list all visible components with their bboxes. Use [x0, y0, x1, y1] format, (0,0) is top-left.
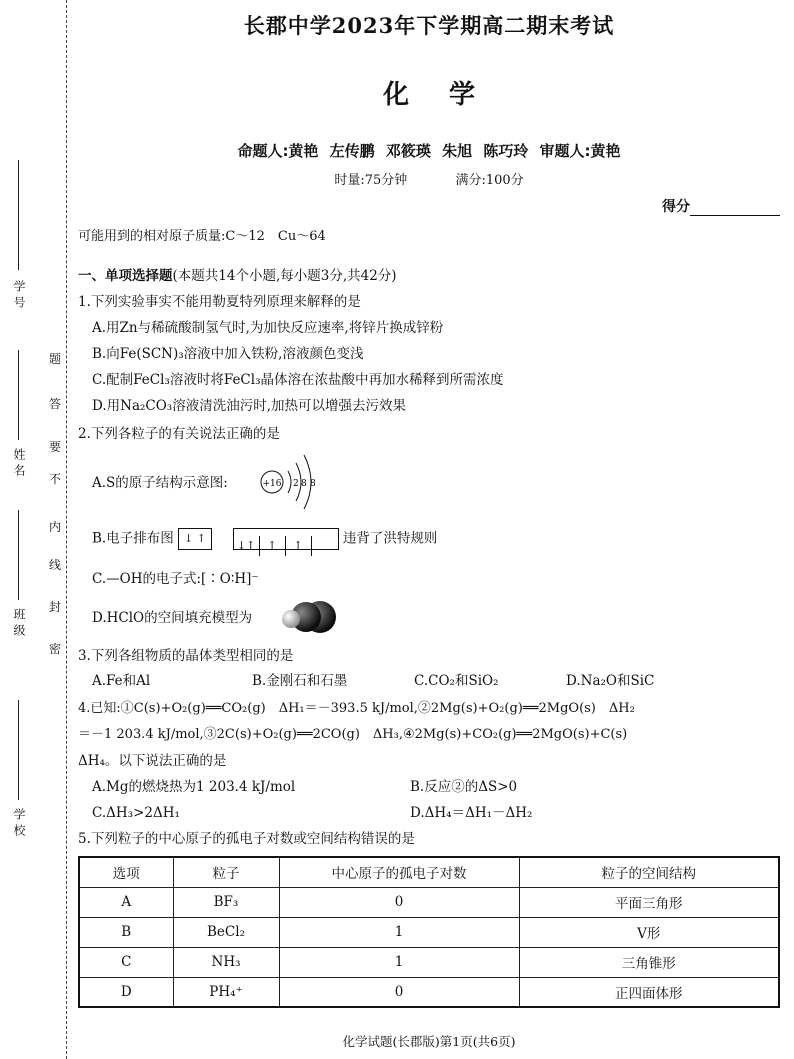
orbital-2p [233, 528, 339, 550]
q2-option-b-suffix: 违背了洪特规则 [342, 530, 438, 547]
id-underline [18, 160, 19, 270]
seal-char: 要 [48, 440, 61, 454]
q1-option-d: D.用Na₂CO₃溶液清洗油污时,加热可以增强去污效果 [92, 398, 407, 414]
q4-line1: 4.已知:①C(s)+O₂(g)══CO₂(g) ΔH₁＝－393.5 kJ/mol,②2Mg(s)+O₂(g)══2MgO(s) ΔH₂ [78, 701, 635, 716]
section-title: 一、单项选择题 [78, 268, 173, 284]
section-note: (本题共14个小题,每小题3分,共42分) [172, 268, 397, 284]
table-header: 粒子的空间结构 [519, 857, 779, 887]
seal-char: 不 [48, 472, 61, 486]
section-heading [78, 267, 397, 285]
q4-option-b: B.反应②的ΔS>0 [410, 779, 518, 795]
table-cell: 三角锥形 [519, 947, 779, 977]
q2-option-a-text: A.S的原子结构示意图: [92, 475, 228, 491]
score-label: 得分 [662, 199, 690, 215]
name-underline [18, 350, 19, 440]
q5-table [78, 856, 780, 1008]
id-label: 学 号 [12, 280, 26, 308]
q1-option-a: A.用Zn与稀硫酸制氢气时,为加快反应速率,将锌片换成锌粉 [92, 320, 444, 336]
q1-stem: 1.下列实验事实不能用勒夏特列原理来解释的是 [78, 294, 361, 310]
seal-char: 线 [48, 558, 61, 572]
table-row [79, 917, 779, 947]
q4-line3: ΔH₄。以下说法正确的是 [78, 753, 227, 769]
seal-char: 密 [48, 642, 61, 656]
school-label: 学 校 [12, 808, 26, 836]
table-cell: B [79, 917, 173, 947]
q2-option-a [92, 474, 228, 492]
shell-electrons: 8 [310, 479, 316, 489]
seal-char: 答 [48, 397, 61, 411]
class-underline [18, 510, 19, 600]
table-header: 选项 [79, 857, 173, 887]
table-row [79, 977, 779, 1007]
table-cell: A [79, 887, 173, 917]
table-header: 中心原子的孤电子对数 [279, 857, 519, 887]
table-cell: BeCl₂ [173, 917, 279, 947]
page-footer: 化学试题(长郡版)第1页(共6页) [342, 1034, 516, 1049]
q3-option-c: C.CO₂和SiO₂ [414, 673, 499, 689]
table-cell: 0 [279, 977, 519, 1007]
subject-title: 化学 [382, 80, 515, 110]
table-row [79, 887, 779, 917]
table-cell: 1 [279, 917, 519, 947]
table-cell: BF₃ [173, 887, 279, 917]
time-limit: 时量:75分钟 [334, 173, 408, 188]
q4-line2: ＝－1 203.4 kJ/mol,③2C(s)+O₂(g)══2CO(g) ΔH₃,④2Mg(s)+CO₂(g)══2MgO(s)+C(s) [78, 727, 628, 742]
binding-margin [0, 0, 70, 1059]
q2-option-b [92, 528, 437, 550]
score-field [662, 196, 780, 216]
authors-line: 命题人:黄艳 左传鹏 邓筱瑛 朱旭 陈巧玲 审题人:黄艳 [237, 142, 621, 160]
orbital-cell: ↑ [260, 536, 286, 556]
seal-dashed-line [66, 0, 67, 1059]
nucleus-charge: +16 [262, 479, 282, 489]
table-cell: PH₄⁺ [173, 977, 279, 1007]
hclo-space-filling-model [280, 598, 338, 636]
orbital-cell: ↓↑ [234, 536, 260, 556]
table-cell: D [79, 977, 173, 1007]
table-cell: 1 [279, 947, 519, 977]
q3-stem: 3.下列各组物质的晶体类型相同的是 [78, 648, 294, 664]
name-label: 姓 名 [12, 448, 26, 476]
seal-char: 封 [48, 600, 61, 614]
score-blank[interactable] [690, 202, 780, 216]
q2-option-b-prefix: B.电子排布图 [92, 530, 174, 547]
table-cell: NH₃ [173, 947, 279, 977]
q4-option-d: D.ΔH₄＝ΔH₁－ΔH₂ [410, 805, 533, 821]
atomic-mass-note: 可能用到的相对原子质量:C～12 Cu～64 [78, 229, 326, 244]
table-cell: 平面三角形 [519, 887, 779, 917]
q4-option-c: C.ΔH₃>2ΔH₁ [92, 805, 180, 821]
q3-option-d: D.Na₂O和SiC [566, 673, 655, 689]
q2-option-d-text: D.HClO的空间填充模型为 [92, 610, 253, 626]
seal-char: 题 [48, 352, 61, 366]
time-info [78, 169, 780, 188]
school-underline [18, 700, 19, 800]
shell-electrons: 8 [301, 479, 307, 489]
q3-option-b: B.金刚石和石墨 [252, 673, 348, 689]
q4-option-a: A.Mg的燃烧热为1 203.4 kJ/mol [92, 779, 296, 795]
exam-title: 长郡中学2023年下学期高二期末考试 [243, 13, 615, 38]
table-header: 粒子 [173, 857, 279, 887]
table-row [79, 947, 779, 977]
atom-structure-diagram [258, 449, 328, 515]
orbital-cell: ↑ [286, 536, 312, 556]
table-header-row [79, 857, 779, 887]
orbital-cell [312, 529, 338, 549]
table-cell: 0 [279, 887, 519, 917]
class-label: 班 级 [12, 608, 26, 636]
orbital-cell: ↓ ↑ [184, 532, 206, 545]
shell-electrons: 2 [293, 479, 299, 489]
orbital-2s [178, 528, 212, 550]
q2-option-d [92, 609, 252, 627]
full-score: 满分:100分 [455, 173, 524, 188]
q1-option-c: C.配制FeCl₃溶液时将FeCl₃晶体溶在浓盐酸中再加水稀释到所需浓度 [92, 372, 504, 388]
q2-option-c: C.—OH的电子式:[∶O∶H]⁻ [92, 571, 259, 587]
q1-option-b: B.向Fe(SCN)₃溶液中加入铁粉,溶液颜色变浅 [92, 346, 364, 362]
q3-option-a: A.Fe和Al [92, 673, 151, 689]
table-cell: C [79, 947, 173, 977]
table-cell: 正四面体形 [519, 977, 779, 1007]
seal-char: 内 [48, 520, 61, 534]
q2-stem: 2.下列各粒子的有关说法正确的是 [78, 426, 280, 442]
table-cell: V形 [519, 917, 779, 947]
q5-stem: 5.下列粒子的中心原子的孤电子对数或空间结构错误的是 [78, 831, 415, 847]
